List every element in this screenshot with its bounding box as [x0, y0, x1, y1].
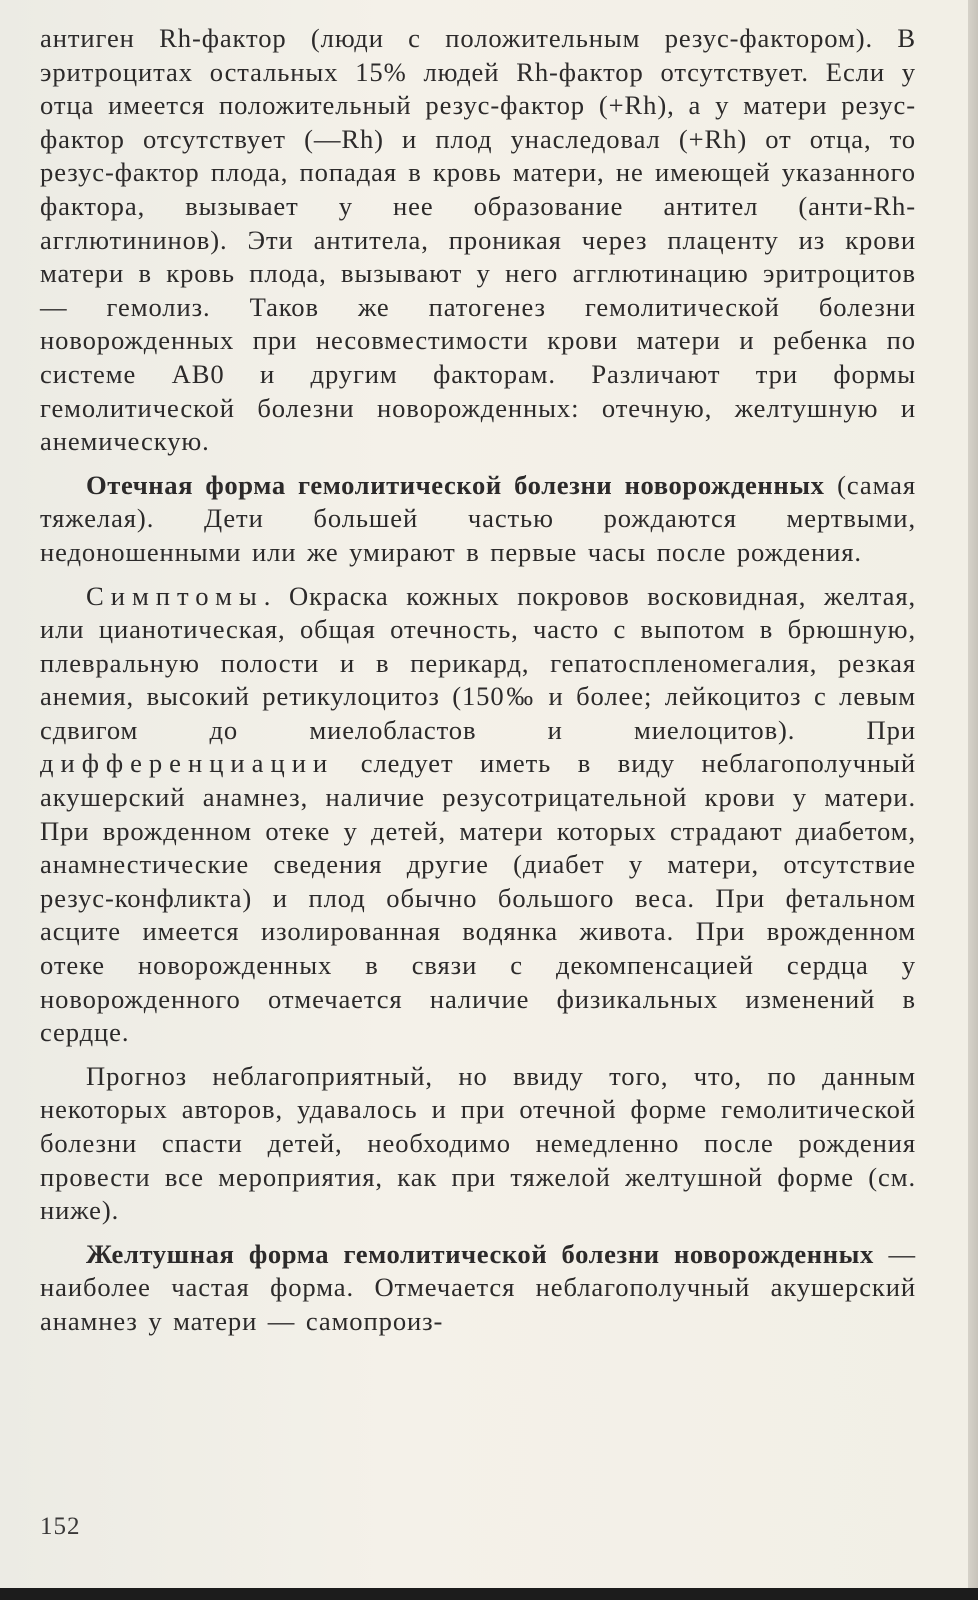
section-heading-edematous-form: Отечная форма гемолитической болезни новорожденных	[86, 469, 825, 500]
paragraph-2	[40, 469, 916, 570]
section-heading-icteric-form: Желтушная форма гемолитической болезни новорожденных	[86, 1238, 874, 1269]
book-page-text	[40, 22, 916, 1349]
spaced-word-symptoms: Симптомы	[86, 580, 264, 611]
scan-bottom-edge	[0, 1588, 978, 1600]
paragraph-2-text: (самая тяжелая). Дети большей частью рождаются мертвыми, недоношенными или же умирают в первые часы после рождения.	[40, 469, 917, 567]
page-number: 152	[40, 1513, 81, 1540]
paragraph-4	[40, 1060, 916, 1228]
paragraph-1-text: антиген Rh-фактор (люди с положительным резус-фактором). В эритроцитах остальных 15% людей Rh-фактор отсутствует. Если у отца имеется положительный резус-фактор (+Rh), а у матери резус-фактор отсутствует (—Rh) и плод унаследовал (+Rh) от отца, то резус-фактор плода, попадая в кровь матери, не имеющей указанного фактора, вызывает у нее образование антител (анти-Rh-агглютининов). Эти антитела, проникая через плаценту из крови матери в кровь плода, вызывают у него агглютинацию эритроцитов — гемолиз. Таков же патогенез гемолитической болезни новорожденных при несовместимости крови матери и ребенка по системе AB0 и другим факторам. Различают три формы гемолитической болезни новорожденных: отечную, желтушную и анемическую.	[40, 23, 916, 457]
page-right-edge-shadow	[968, 0, 978, 1600]
paragraph-3	[40, 580, 916, 1050]
paragraph-3-text-2: следует иметь в виду неблагополучный акушерский анамнез, наличие резусотрицательной крови у матери. При врожденном отеке у детей, матери которых страдают диабетом, анамнестические сведения другие (диабет у матери, отсутствие резус-конфликта) и плод обычно большого веса. При фетальном асците имеется изолированная водянка живота. При врожденном отеке новорожденных в связи с декомпенсацией сердца у новорожденного отмечается наличие физикальных изменений в сердце.	[40, 748, 916, 1048]
paragraph-5-text: — наиболее частая форма. Отмечается неблагополучный акушерский анамнез у матери — самопроиз-	[40, 1238, 917, 1336]
paragraph-4-text: Прогноз неблагоприятный, но ввиду того, что, по данным некоторых авторов, удавалось и при отечной форме гемолитической болезни спасти детей, необходимо немедленно после рождения провести все мероприятия, как при тяжелой желтушной форме (см. ниже).	[40, 1060, 916, 1226]
paragraph-1	[40, 22, 916, 459]
spaced-word-differentiation: дифференциации	[40, 748, 335, 779]
paragraph-3-text-1: . Окраска кожных покровов восковидная, желтая, или цианотическая, общая отечность, часто с выпотом в брюшную, плевральную полости и в перикард, гепатоспленомегалия, резкая анемия, высокий ретикулоцитоз (150‰ и более; лейкоцитоз с левым сдвигом до миелобластов и миелоцитов). При	[40, 580, 916, 745]
paragraph-5	[40, 1238, 916, 1339]
